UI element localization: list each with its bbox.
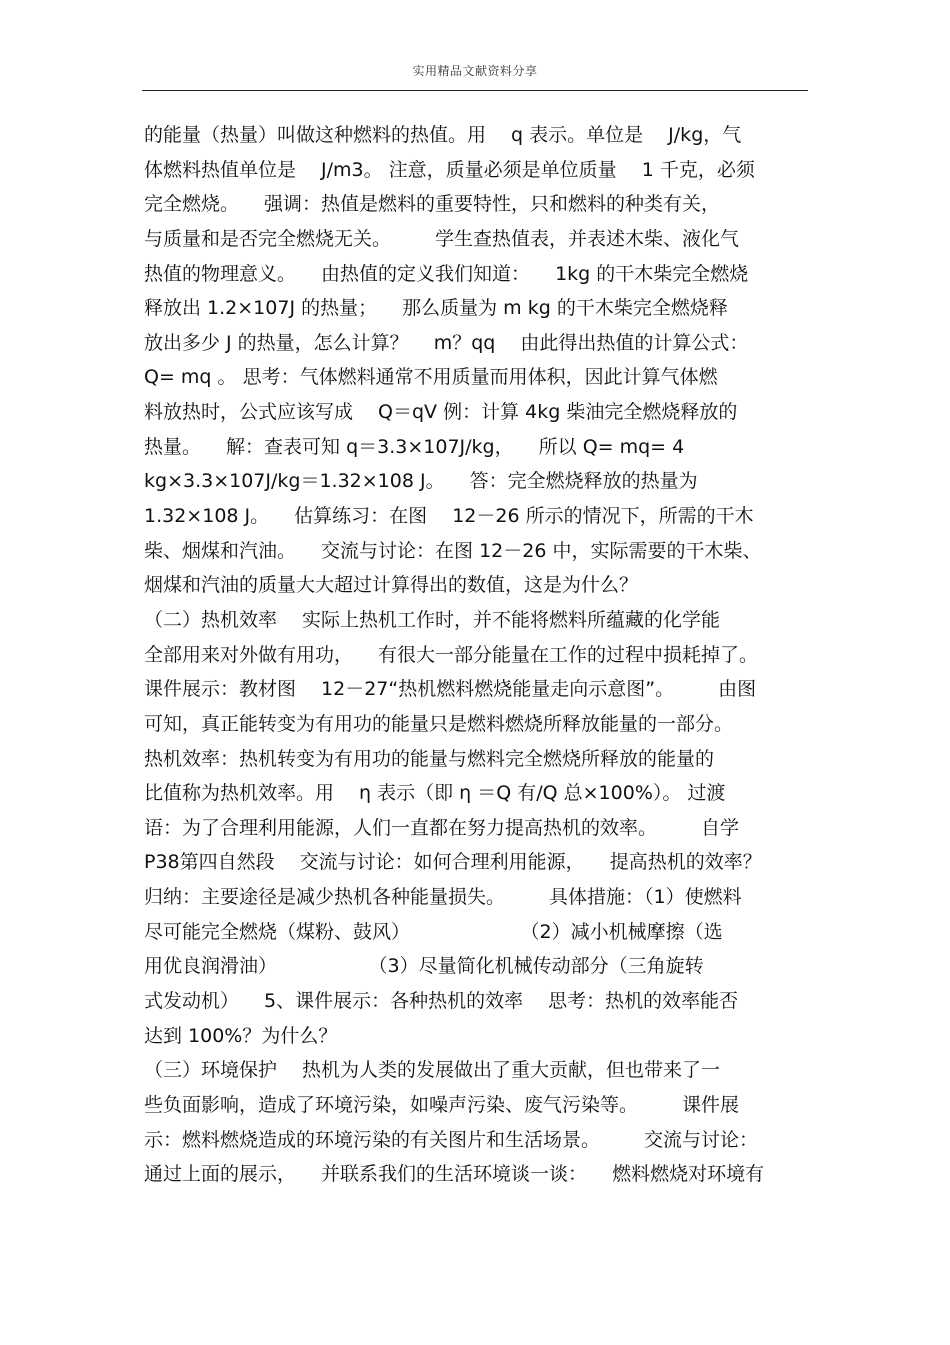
section-heading-line: （二）热机效率 实际上热机工作时，并不能将燃料所蕴藏的化学能 <box>144 608 721 631</box>
text-line: 热量。 解：查表可知 q＝3.3×107J/kg， 所以 Q= mq= 4 <box>144 435 685 458</box>
text-line: 释放出 1.2×107J 的热量； 那么质量为 m kg 的干木柴完全燃烧释 <box>144 297 728 320</box>
text-line: kg×3.3×107J/kg＝1.32×108 J。 答：完全燃烧释放的热量为 <box>144 470 698 493</box>
text-line: 热值的物理意义。 由热值的定义我们知道： 1kg 的干木柴完全燃烧 <box>144 262 749 285</box>
text-line: 用优良润滑油） （3）尽量简化机械传动部分（三角旋转 <box>144 955 704 978</box>
text-line: 归纳：主要途径是减少热机各种能量损失。 具体措施：（1）使燃料 <box>144 886 742 909</box>
text-line: 式发动机） 5、课件展示：各种热机的效率 思考：热机的效率能否 <box>144 990 739 1013</box>
text-line: 比值称为热机效率。用 η 表示（即 η ＝Q 有/Q 总×100%）。 过渡 <box>144 782 726 805</box>
text-line: 全部用来对外做有用功， 有很大一部分能量在工作的过程中损耗掉了。 <box>144 643 759 666</box>
text-line: 完全燃烧。 强调：热值是燃料的重要特性，只和燃料的种类有关， <box>144 193 721 216</box>
page-header: 实用精品文献资料分享 <box>412 64 538 78</box>
header-divider <box>142 90 808 91</box>
text-line: 语：为了合理利用能源，人们一直都在努力提高热机的效率。 自学 <box>144 816 740 839</box>
text-line: 尽可能完全燃烧（煤粉、鼓风） （2）减小机械摩擦（选 <box>144 920 723 943</box>
section-heading-line: （三）环境保护 热机为人类的发展做出了重大贡献，但也带来了一 <box>144 1059 721 1082</box>
text-line: 通过上面的展示， 并联系我们的生活环境谈一谈： 燃料燃烧对环境有 <box>144 1163 765 1186</box>
text-line: 示：燃料燃烧造成的环境污染的有关图片和生活场景。 交流与讨论： <box>144 1128 759 1151</box>
text-line: 热机效率：热机转变为有用功的能量与燃料完全燃烧所释放的能量的 <box>144 747 715 770</box>
document-body <box>144 118 812 1192</box>
text-line: 些负面影响，造成了环境污染，如噪声污染、废气污染等。 课件展 <box>144 1093 740 1116</box>
text-line: 可知，真正能转变为有用功的能量只是燃料燃烧所释放能量的一部分。 <box>144 712 734 735</box>
text-line: 达到 100%？为什么？ <box>144 1024 338 1047</box>
text-line: 体燃料热值单位是 J/m3。 注意，质量必须是单位质量 1 千克，必须 <box>144 158 755 181</box>
text-line: 放出多少 J 的热量，怎么计算？ m？qq 由此得出热值的计算公式： <box>144 331 749 354</box>
text-line: 料放热时，公式应该写成 Q＝qV 例：计算 4kg 柴油完全燃烧释放的 <box>144 401 738 424</box>
text-line: 与质量和是否完全燃烧无关。 学生查热值表，并表述木柴、液化气 <box>144 227 740 250</box>
text-line: Q= mq 。 思考：气体燃料通常不用质量而用体积，因此计算气体燃 <box>144 366 718 389</box>
text-line: 课件展示：教材图 12－27“热机燃料燃烧能量走向示意图”。 由图 <box>144 678 757 701</box>
text-line: 烟煤和汽油的质量大大超过计算得出的数值，这是为什么？ <box>144 574 639 597</box>
text-line: P38第四自然段 交流与讨论：如何合理利用能源， 提高热机的效率？ <box>144 851 762 874</box>
text-line: 1.32×108 J。 估算练习：在图 12－26 所示的情况下，所需的干木 <box>144 505 754 528</box>
text-line: 的能量（热量）叫做这种燃料的热值。用 q 表示。单位是 J/kg，气 <box>144 124 742 146</box>
text-line: 柴、烟煤和汽油。 交流与讨论：在图 12－26 中，实际需要的干木柴、 <box>144 539 762 562</box>
